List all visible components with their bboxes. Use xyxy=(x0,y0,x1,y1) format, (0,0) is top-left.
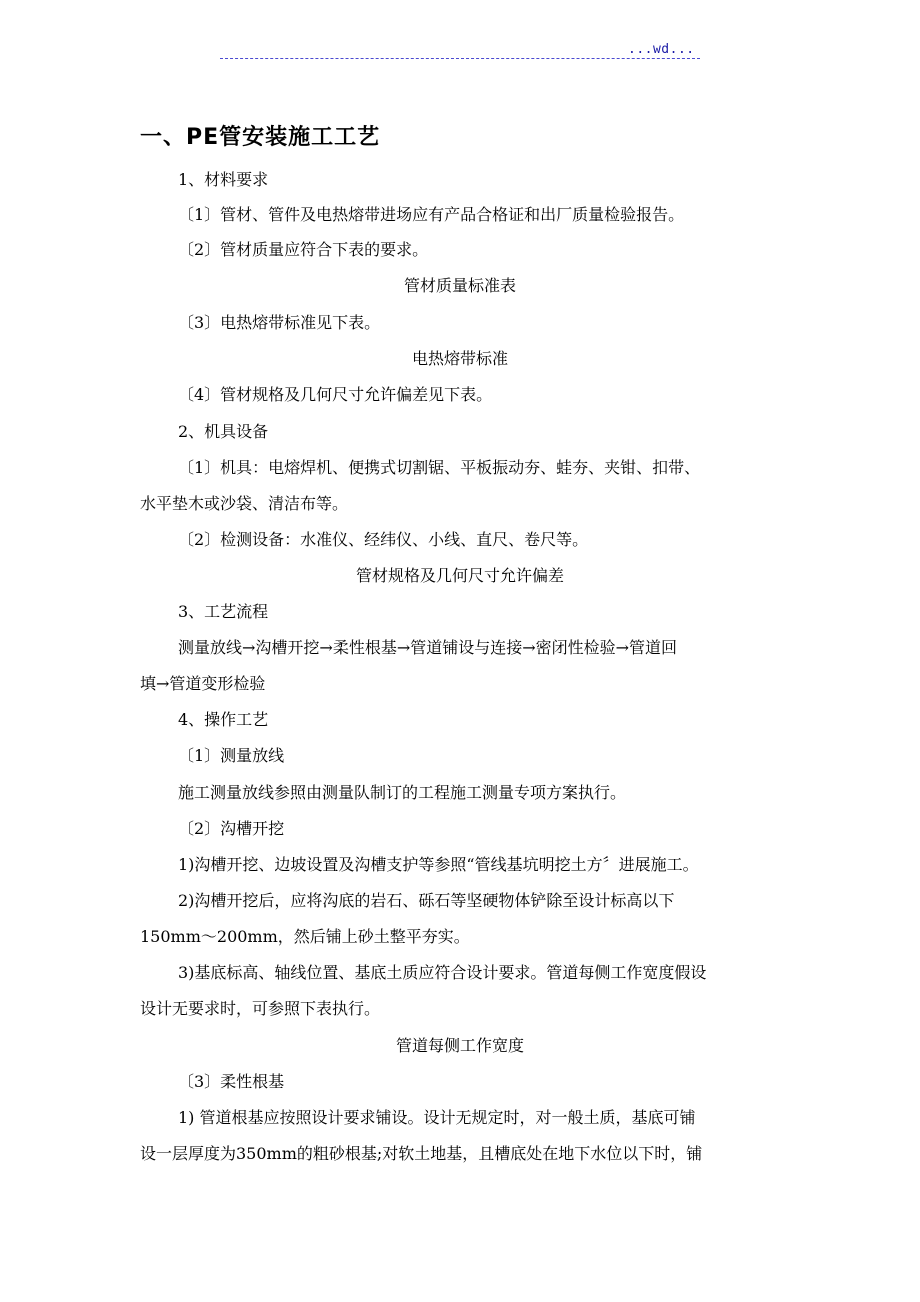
paragraph-continuation: 150mm～200mm，然后铺上砂土整平夯实。 xyxy=(140,927,470,946)
header-rule xyxy=(220,58,700,59)
paragraph: 〔1〕管材、管件及电热熔带进场应有产品合格证和出厂质量检验报告。 xyxy=(178,205,685,224)
subsection-heading: 〔3〕柔性根基 xyxy=(178,1072,285,1091)
table-caption: 管材规格及几何尺寸允许偏差 xyxy=(355,566,564,585)
paragraph: 3)基底标高、轴线位置、基底土质应符合设计要求。管道每侧工作宽度假设 xyxy=(178,963,707,982)
table-caption: 管道每侧工作宽度 xyxy=(395,1036,524,1055)
paragraph: 〔3〕电热熔带标准见下表。 xyxy=(178,313,381,332)
paragraph: 1)沟槽开挖、边坡设置及沟槽支护等参照“管线基坑明挖土方〞进展施工。 xyxy=(178,855,699,874)
paragraph-continuation: 填→管道变形检验 xyxy=(140,674,266,693)
table-caption: 管材质量标准表 xyxy=(403,276,516,295)
paragraph: 〔1〕机具：电熔焊机、便携式切割锯、平板振动夯、蛙夯、夹钳、扣带、 xyxy=(178,458,701,477)
paragraph: 2)沟槽开挖后，应将沟底的岩石、砾石等坚硬物体铲除至设计标高以下 xyxy=(178,891,675,910)
paragraph: 施工测量放线参照由测量队制订的工程施工测量专项方案执行。 xyxy=(178,783,627,802)
page-title: 一、PE管安装施工工艺 xyxy=(140,125,381,150)
paragraph-continuation: 水平垫木或沙袋、清洁布等。 xyxy=(140,494,349,513)
section-heading: 1、材料要求 xyxy=(178,170,269,189)
paragraph: 〔2〕检测设备：水准仪、经纬仪、小线、直尺、卷尺等。 xyxy=(178,530,589,549)
section-heading: 3、工艺流程 xyxy=(178,602,269,621)
section-heading: 4、操作工艺 xyxy=(178,710,269,729)
section-heading: 2、机具设备 xyxy=(178,422,269,441)
subsection-heading: 〔2〕沟槽开挖 xyxy=(178,819,285,838)
paragraph: 测量放线→沟槽开挖→柔性根基→管道铺设与连接→密闭性检验→管道回 xyxy=(178,638,678,657)
subsection-heading: 〔1〕测量放线 xyxy=(178,746,285,765)
paragraph: 1) 管道根基应按照设计要求铺设。设计无规定时，对一般土质，基底可铺 xyxy=(178,1108,696,1127)
paragraph-continuation: 设计无要求时，可参照下表执行。 xyxy=(140,999,381,1018)
paragraph-continuation: 设一层厚度为350mm的粗砂根基;对软土地基，且槽底处在地下水位以下时，铺 xyxy=(140,1144,703,1163)
header-mark: ...wd... xyxy=(628,42,695,57)
table-caption: 电热熔带标准 xyxy=(411,349,508,368)
paragraph: 〔4〕管材规格及几何尺寸允许偏差见下表。 xyxy=(178,385,493,404)
paragraph: 〔2〕管材质量应符合下表的要求。 xyxy=(178,240,429,259)
